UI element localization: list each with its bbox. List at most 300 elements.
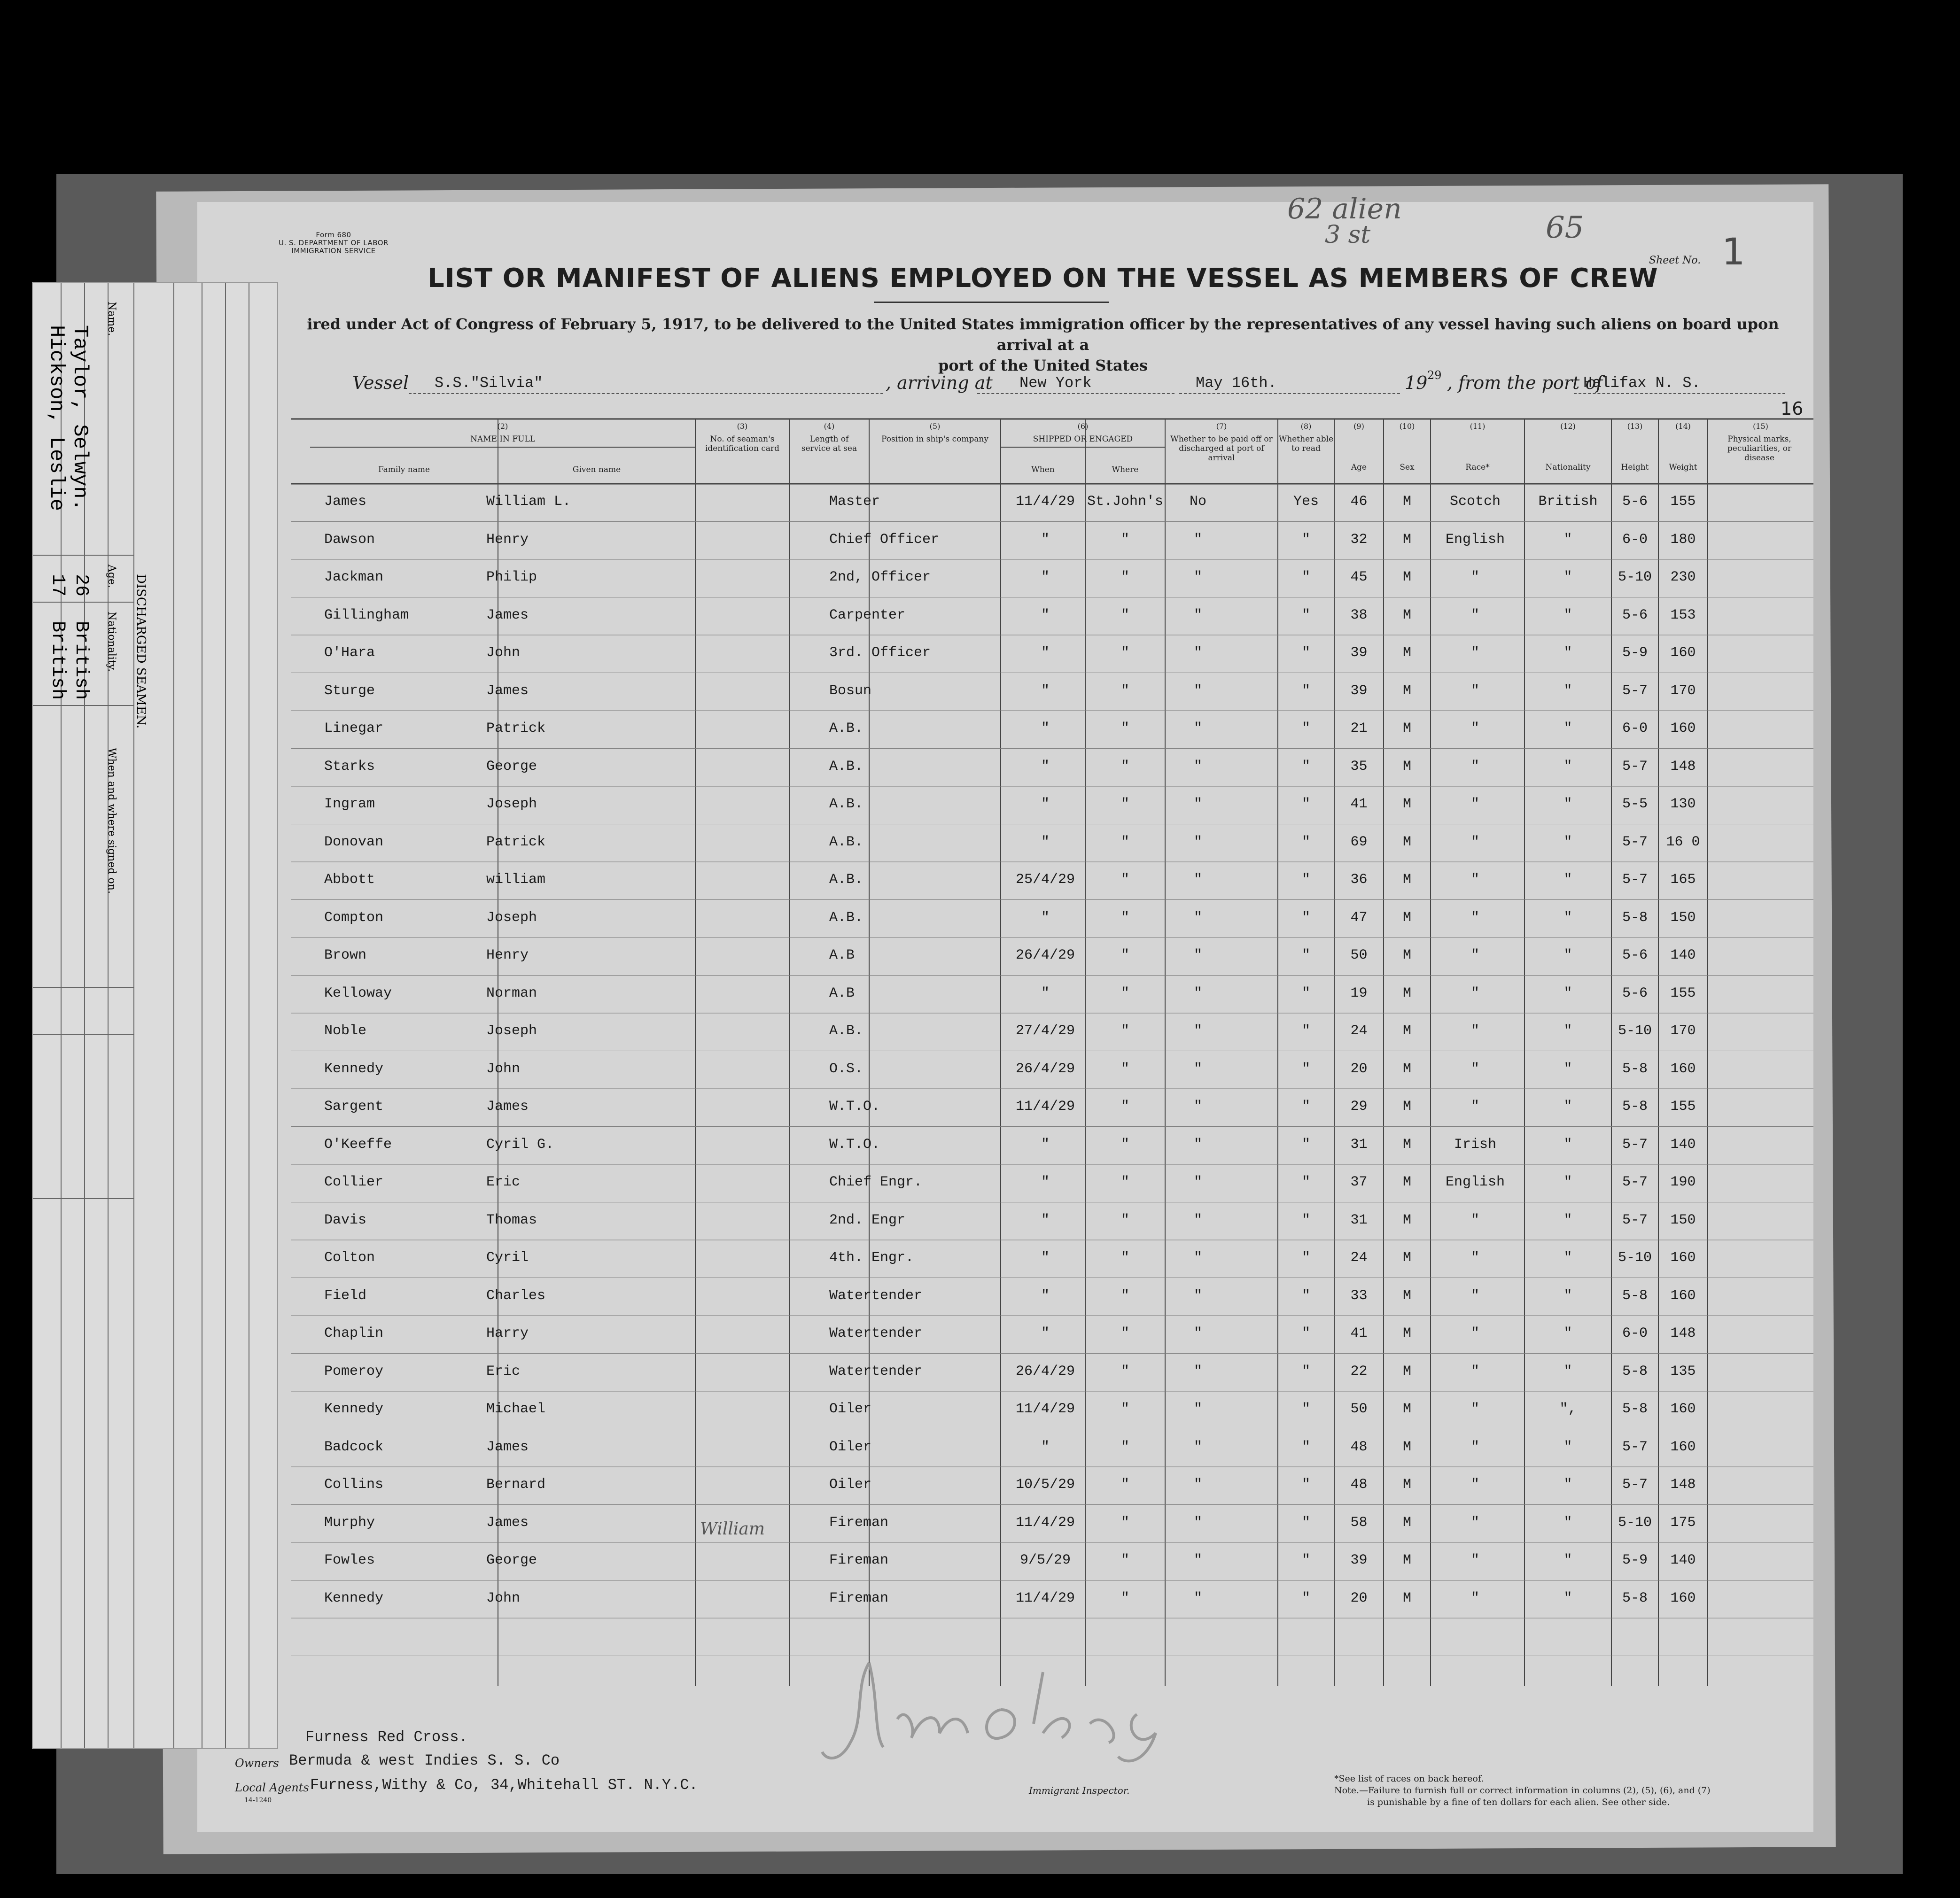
- cell-family: Collier: [324, 1174, 384, 1190]
- cell-sex: M: [1402, 1136, 1411, 1153]
- cell-race: ": [1470, 1590, 1479, 1606]
- cell-paid_off: ": [1193, 720, 1202, 736]
- cell-weight: 148: [1670, 758, 1696, 775]
- service-name: IMMIGRATION SERVICE: [291, 247, 376, 255]
- cell-sex: M: [1402, 1590, 1411, 1606]
- cell-where: ": [1120, 720, 1129, 736]
- cell-given: Henry: [486, 531, 529, 548]
- cell-paid_off: ": [1193, 1325, 1202, 1341]
- cell-where: ": [1120, 1136, 1129, 1153]
- cell-position: 2nd, Officer: [829, 569, 931, 585]
- cell-position: 3rd. Officer: [829, 645, 931, 661]
- cell-when: 11/4/29: [1015, 1099, 1075, 1115]
- cell-where: ": [1120, 947, 1129, 963]
- cell-when: ": [1041, 1136, 1050, 1153]
- inspector-signature: [799, 1644, 1212, 1785]
- cell-read: ": [1301, 1174, 1310, 1190]
- cell-race: English: [1445, 1174, 1505, 1190]
- cell-read: ": [1301, 985, 1310, 1001]
- cell-race: ": [1470, 796, 1479, 812]
- cell-age: 31: [1350, 1212, 1368, 1228]
- handwritten-murphy-given: William: [700, 1519, 765, 1539]
- cell-sex: M: [1402, 1477, 1411, 1493]
- cell-sex: M: [1402, 1401, 1411, 1417]
- cell-height: 5-10: [1618, 569, 1652, 585]
- cell-age: 39: [1350, 645, 1368, 661]
- handwritten-crew-note: 3 st: [1325, 221, 1371, 249]
- col-3-num: (3): [737, 422, 748, 431]
- cell-where: ": [1120, 834, 1129, 850]
- cell-race: ": [1470, 1212, 1479, 1228]
- cell-read: ": [1301, 607, 1310, 623]
- cell-age: 69: [1350, 834, 1368, 850]
- cell-race: ": [1470, 1439, 1479, 1455]
- cell-height: 5-7: [1622, 1439, 1648, 1455]
- cell-age: 47: [1350, 909, 1368, 926]
- cell-family: Kennedy: [324, 1061, 384, 1077]
- cell-paid_off: ": [1193, 1552, 1202, 1568]
- cell-given: Patrick: [486, 720, 546, 736]
- cell-sex: M: [1402, 607, 1411, 623]
- footnote-fine: is punishable by a fine of ten dollars for each alien. See other side.: [1367, 1797, 1670, 1807]
- cell-read: ": [1301, 1061, 1310, 1077]
- col-13-num: (13): [1627, 422, 1643, 431]
- cell-family: Field: [324, 1287, 367, 1304]
- cell-when: 27/4/29: [1015, 1023, 1075, 1039]
- cell-height: 5-7: [1622, 834, 1648, 850]
- cell-read: ": [1301, 1514, 1310, 1531]
- cell-weight: 140: [1670, 1136, 1696, 1153]
- manifest-page: [197, 193, 1813, 1832]
- cell-read: ": [1301, 909, 1310, 926]
- cell-given: James: [486, 1099, 529, 1115]
- cell-where: ": [1120, 607, 1129, 623]
- handwritten-65: 65: [1546, 210, 1584, 245]
- cell-position: A.B.: [829, 909, 863, 926]
- strip-header: DISCHARGED SEAMEN.: [134, 574, 148, 729]
- cell-height: 5-8: [1622, 1287, 1648, 1304]
- cell-height: 5-8: [1622, 1590, 1648, 1606]
- cell-family: Badcock: [324, 1439, 384, 1455]
- strip-entry-2: Taylor, Selwyn.: [68, 325, 92, 511]
- cell-paid_off: ": [1193, 1439, 1202, 1455]
- arriving-label: , arriving at: [886, 372, 993, 393]
- cell-paid_off: ": [1193, 1287, 1202, 1304]
- cell-when: 11/4/29: [1015, 494, 1075, 510]
- cell-height: 5-8: [1622, 909, 1648, 926]
- cell-nationality: ": [1563, 607, 1572, 623]
- form-number: Form 680: [316, 231, 351, 239]
- cell-nationality: ": [1563, 1363, 1572, 1379]
- cell-weight: 135: [1670, 1363, 1696, 1379]
- vessel-label: Vessel: [352, 372, 409, 393]
- cell-given: Cyril: [486, 1250, 529, 1266]
- cell-height: 5-5: [1622, 796, 1648, 812]
- cell-given: Philip: [486, 569, 537, 585]
- cell-nationality: ": [1563, 1325, 1572, 1341]
- cell-when: ": [1041, 985, 1050, 1001]
- cell-read: ": [1301, 947, 1310, 963]
- cell-paid_off: ": [1193, 607, 1202, 623]
- handwritten-alien-count: 62 alien: [1287, 193, 1402, 225]
- cell-given: Patrick: [486, 834, 546, 850]
- strip-entry-2-age: 26: [70, 574, 92, 597]
- cell-position: A.B.: [829, 834, 863, 850]
- cell-sex: M: [1402, 720, 1411, 736]
- cell-when: 11/4/29: [1015, 1401, 1075, 1417]
- cell-family: Dawson: [324, 531, 375, 548]
- strip-name-label: Name.: [106, 302, 117, 336]
- cell-position: A.B.: [829, 796, 863, 812]
- cell-weight: 190: [1670, 1174, 1696, 1190]
- cell-nationality: ": [1563, 1136, 1572, 1153]
- cell-weight: 160: [1670, 720, 1696, 736]
- cell-nationality: ": [1563, 1250, 1572, 1266]
- cell-race: ": [1470, 607, 1479, 623]
- cell-age: 29: [1350, 1099, 1368, 1115]
- col-8-num: (8): [1300, 422, 1312, 431]
- cell-given: Thomas: [486, 1212, 537, 1228]
- strip-entry-1-age: 17: [47, 574, 68, 597]
- col-15-header: Physical marks, peculiarities, or disease: [1727, 434, 1792, 463]
- cell-height: 5-6: [1622, 607, 1648, 623]
- cell-height: 6-0: [1622, 531, 1648, 548]
- cell-when: ": [1041, 909, 1050, 926]
- col-13-header: Height: [1621, 463, 1649, 472]
- cell-nationality: ": [1563, 682, 1572, 699]
- cell-position: W.T.O.: [829, 1099, 880, 1115]
- cell-read: ": [1301, 758, 1310, 775]
- cell-family: Donovan: [324, 834, 384, 850]
- cell-age: 36: [1350, 872, 1368, 888]
- cell-given: Henry: [486, 947, 529, 963]
- cell-family: Davis: [324, 1212, 367, 1228]
- cell-race: ": [1470, 1023, 1479, 1039]
- department-name: U. S. DEPARTMENT OF LABOR: [279, 239, 389, 247]
- cell-paid_off: ": [1193, 909, 1202, 926]
- cell-race: ": [1470, 645, 1479, 661]
- col-10-num: (10): [1399, 422, 1415, 431]
- cell-where: ": [1120, 909, 1129, 926]
- cell-nationality: ": [1563, 1477, 1572, 1493]
- cell-height: 5-9: [1622, 645, 1648, 661]
- cell-paid_off: ": [1193, 645, 1202, 661]
- cell-height: 6-0: [1622, 1325, 1648, 1341]
- cell-position: W.T.O.: [829, 1136, 880, 1153]
- cell-nationality: ": [1563, 1061, 1572, 1077]
- cell-given: John: [486, 1061, 521, 1077]
- cell-race: ": [1470, 1287, 1479, 1304]
- cell-race: ": [1470, 909, 1479, 926]
- cell-sex: M: [1402, 1363, 1411, 1379]
- cell-weight: 160: [1670, 645, 1696, 661]
- cell-where: ": [1120, 1401, 1129, 1417]
- cell-when: ": [1041, 1250, 1050, 1266]
- cell-height: 5-8: [1622, 1401, 1648, 1417]
- cell-when: ": [1041, 569, 1050, 585]
- cell-given: Joseph: [486, 909, 537, 926]
- cell-when: ": [1041, 531, 1050, 548]
- cell-family: Sargent: [324, 1099, 384, 1115]
- cell-weight: 150: [1670, 1212, 1696, 1228]
- cell-given: william: [486, 872, 546, 888]
- owners-label: Owners: [235, 1757, 279, 1770]
- arrival-port: New York: [1019, 374, 1092, 392]
- cell-weight: 153: [1670, 607, 1696, 623]
- cell-race: ": [1470, 1250, 1479, 1266]
- cell-given: James: [486, 682, 529, 699]
- cell-family: O'Hara: [324, 645, 375, 661]
- cell-read: ": [1301, 531, 1310, 548]
- cell-age: 39: [1350, 1552, 1368, 1568]
- cell-family: Ingram: [324, 796, 375, 812]
- cell-weight: 160: [1670, 1250, 1696, 1266]
- cell-paid_off: No: [1189, 494, 1206, 510]
- strip-nationality-label: Nationality.: [106, 612, 117, 672]
- cell-nationality: British: [1538, 494, 1598, 510]
- cell-family: Kennedy: [324, 1590, 384, 1606]
- cell-height: 5-7: [1622, 1136, 1648, 1153]
- col-2-header: NAME IN FULL: [470, 434, 536, 444]
- cell-read: ": [1301, 1212, 1310, 1228]
- cell-given: Norman: [486, 985, 537, 1001]
- cell-nationality: ": [1563, 1552, 1572, 1568]
- cell-race: ": [1470, 872, 1479, 888]
- cell-nationality: ": [1563, 909, 1572, 926]
- cell-paid_off: ": [1193, 872, 1202, 888]
- cell-family: Pomeroy: [324, 1363, 384, 1379]
- cell-position: Oiler: [829, 1401, 872, 1417]
- cell-age: 32: [1350, 531, 1368, 548]
- cell-weight: 180: [1670, 531, 1696, 548]
- cell-paid_off: ": [1193, 682, 1202, 699]
- cell-family: Brown: [324, 947, 367, 963]
- cell-where: ": [1120, 1590, 1129, 1606]
- manifest-grid: [197, 202, 1813, 1832]
- cell-age: 24: [1350, 1250, 1368, 1266]
- cell-age: 37: [1350, 1174, 1368, 1190]
- cell-when: 9/5/29: [1019, 1552, 1071, 1568]
- cell-weight: 160: [1670, 1287, 1696, 1304]
- cell-paid_off: ": [1193, 947, 1202, 963]
- cell-race: ": [1470, 1325, 1479, 1341]
- col-12-num: (12): [1560, 422, 1576, 431]
- cell-weight: 140: [1670, 1552, 1696, 1568]
- cell-paid_off: ": [1193, 1250, 1202, 1266]
- cell-age: 50: [1350, 947, 1368, 963]
- col-5-header: Position in ship's company: [881, 434, 989, 444]
- cell-age: 20: [1350, 1061, 1368, 1077]
- year-prefix: 19: [1405, 372, 1428, 393]
- cell-height: 5-8: [1622, 1061, 1648, 1077]
- cell-nationality: ": [1563, 1439, 1572, 1455]
- cell-age: 19: [1350, 985, 1368, 1001]
- cell-when: 11/4/29: [1015, 1590, 1075, 1606]
- cell-position: Chief Officer: [829, 531, 940, 548]
- cell-age: 46: [1350, 494, 1368, 510]
- cell-where: ": [1120, 1325, 1129, 1341]
- cell-nationality: ": [1563, 531, 1572, 548]
- cell-given: John: [486, 1590, 521, 1606]
- cell-sex: M: [1402, 1287, 1411, 1304]
- cell-age: 22: [1350, 1363, 1368, 1379]
- cell-position: A.B.: [829, 758, 863, 775]
- cell-weight: 16 0: [1666, 834, 1700, 850]
- cell-weight: 230: [1670, 569, 1696, 585]
- cell-height: 5-10: [1618, 1514, 1652, 1531]
- cell-given: Michael: [486, 1401, 546, 1417]
- cell-position: A.B.: [829, 1023, 863, 1039]
- cell-where: ": [1120, 1250, 1129, 1266]
- cell-nationality: ": [1563, 796, 1572, 812]
- cell-nationality: ": [1563, 569, 1572, 585]
- cell-given: Joseph: [486, 1023, 537, 1039]
- cell-family: James: [324, 494, 367, 510]
- cell-age: 41: [1350, 1325, 1368, 1341]
- col-5-num: (5): [929, 422, 941, 431]
- cell-weight: 160: [1670, 1061, 1696, 1077]
- cell-family: Collins: [324, 1477, 384, 1493]
- cell-position: Fireman: [829, 1552, 889, 1568]
- cell-age: 39: [1350, 682, 1368, 699]
- cell-where: ": [1120, 1174, 1129, 1190]
- col-6-num: (6): [1077, 422, 1089, 431]
- cell-read: ": [1301, 1477, 1310, 1493]
- cell-weight: 148: [1670, 1477, 1696, 1493]
- cell-where: ": [1120, 758, 1129, 775]
- cell-paid_off: ": [1193, 758, 1202, 775]
- cell-paid_off: ": [1193, 1212, 1202, 1228]
- cell-given: James: [486, 1514, 529, 1531]
- cell-weight: 155: [1670, 1099, 1696, 1115]
- year-suffix: 29: [1427, 369, 1442, 382]
- cell-position: Chief Engr.: [829, 1174, 923, 1190]
- cell-height: 5-7: [1622, 872, 1648, 888]
- cell-sex: M: [1402, 758, 1411, 775]
- cell-age: 35: [1350, 758, 1368, 775]
- cell-sex: M: [1402, 1325, 1411, 1341]
- cell-height: 5-9: [1622, 1552, 1648, 1568]
- cell-nationality: ": [1563, 872, 1572, 888]
- cell-sex: M: [1402, 1023, 1411, 1039]
- cell-family: Starks: [324, 758, 375, 775]
- cell-race: ": [1470, 569, 1479, 585]
- cell-age: 41: [1350, 796, 1368, 812]
- cell-weight: 160: [1670, 1439, 1696, 1455]
- sheet-label: Sheet No.: [1649, 255, 1701, 266]
- cell-family: Sturge: [324, 682, 375, 699]
- cell-given: Bernard: [486, 1477, 546, 1493]
- cell-race: ": [1470, 1061, 1479, 1077]
- cell-weight: 175: [1670, 1514, 1696, 1531]
- cell-position: Oiler: [829, 1477, 872, 1493]
- cell-family: Fowles: [324, 1552, 375, 1568]
- cell-age: 24: [1350, 1023, 1368, 1039]
- cell-race: ": [1470, 682, 1479, 699]
- cell-paid_off: ": [1193, 1174, 1202, 1190]
- cell-read: ": [1301, 1099, 1310, 1115]
- cell-sex: M: [1402, 985, 1411, 1001]
- col-12-header: Nationality: [1545, 463, 1591, 472]
- col-9-num: (9): [1353, 422, 1364, 431]
- cell-read: ": [1301, 1136, 1310, 1153]
- cell-race: ": [1470, 1477, 1479, 1493]
- cell-when: 10/5/29: [1015, 1477, 1075, 1493]
- cell-age: 58: [1350, 1514, 1368, 1531]
- cell-age: 48: [1350, 1439, 1368, 1455]
- cell-race: ": [1470, 1552, 1479, 1568]
- cell-race: ": [1470, 1401, 1479, 1417]
- cell-position: Watertender: [829, 1363, 923, 1379]
- cell-where: ": [1120, 985, 1129, 1001]
- vessel-name: S.S."Silvia": [435, 374, 543, 392]
- cell-sex: M: [1402, 834, 1411, 850]
- cell-read: ": [1301, 834, 1310, 850]
- col-11-header: Race*: [1465, 463, 1490, 472]
- footnote-penalty: Note.—Failure to furnish full or correct information in columns (2), (5), (6), and (7): [1334, 1785, 1711, 1796]
- page-subtitle: ired under Act of Congress of February 5, 1917, to be delivered to the United States immigration officer by the representatives of any vessel having such aliens on board upon arrival at a port of the United States: [307, 315, 1779, 374]
- cell-position: A.B.: [829, 872, 863, 888]
- cell-given: Eric: [486, 1174, 521, 1190]
- cell-weight: 130: [1670, 796, 1696, 812]
- cell-paid_off: ": [1193, 1023, 1202, 1039]
- cell-read: ": [1301, 682, 1310, 699]
- cell-when: ": [1041, 682, 1050, 699]
- cell-read: ": [1301, 872, 1310, 888]
- cell-race: Scotch: [1449, 494, 1501, 510]
- cell-position: 4th. Engr.: [829, 1250, 914, 1266]
- cell-family: Noble: [324, 1023, 367, 1039]
- cell-when: ": [1041, 1287, 1050, 1304]
- cell-family: Compton: [324, 909, 384, 926]
- col-14-header: Weight: [1669, 463, 1697, 472]
- cell-read: Yes: [1293, 494, 1319, 510]
- cell-read: ": [1301, 1325, 1310, 1341]
- col-3-header: No. of seaman's identification card: [705, 434, 780, 453]
- cell-sex: M: [1402, 682, 1411, 699]
- cell-sex: M: [1402, 1250, 1411, 1266]
- cell-race: ": [1470, 1099, 1479, 1115]
- cell-when: ": [1041, 607, 1050, 623]
- cell-family: O'Keeffe: [324, 1136, 392, 1153]
- cell-sex: M: [1402, 947, 1411, 963]
- cell-height: 5-6: [1622, 494, 1648, 510]
- cell-where: ": [1120, 682, 1129, 699]
- cell-weight: 160: [1670, 1590, 1696, 1606]
- cell-position: Master: [829, 494, 880, 510]
- cell-weight: 160: [1670, 1401, 1696, 1417]
- cell-weight: 150: [1670, 909, 1696, 926]
- cell-family: Kelloway: [324, 985, 392, 1001]
- col-10-header: Sex: [1400, 463, 1415, 472]
- col-where-header: Where: [1112, 465, 1139, 474]
- cell-read: ": [1301, 1023, 1310, 1039]
- cell-position: A.B.: [829, 720, 863, 736]
- cell-when: ": [1041, 1174, 1050, 1190]
- cell-age: 31: [1350, 1136, 1368, 1153]
- cell-age: 50: [1350, 1401, 1368, 1417]
- cell-sex: M: [1402, 872, 1411, 888]
- footnote-races: *See list of races on back hereof.: [1334, 1774, 1484, 1784]
- cell-read: ": [1301, 1439, 1310, 1455]
- cell-given: John: [486, 645, 521, 661]
- cell-when: 25/4/29: [1015, 872, 1075, 888]
- cell-height: 5-6: [1622, 947, 1648, 963]
- strip-entry-1-nationality: British: [47, 621, 68, 700]
- cell-sex: M: [1402, 1212, 1411, 1228]
- cell-paid_off: ": [1193, 531, 1202, 548]
- strip-when-label: When and where signed on.: [106, 748, 117, 894]
